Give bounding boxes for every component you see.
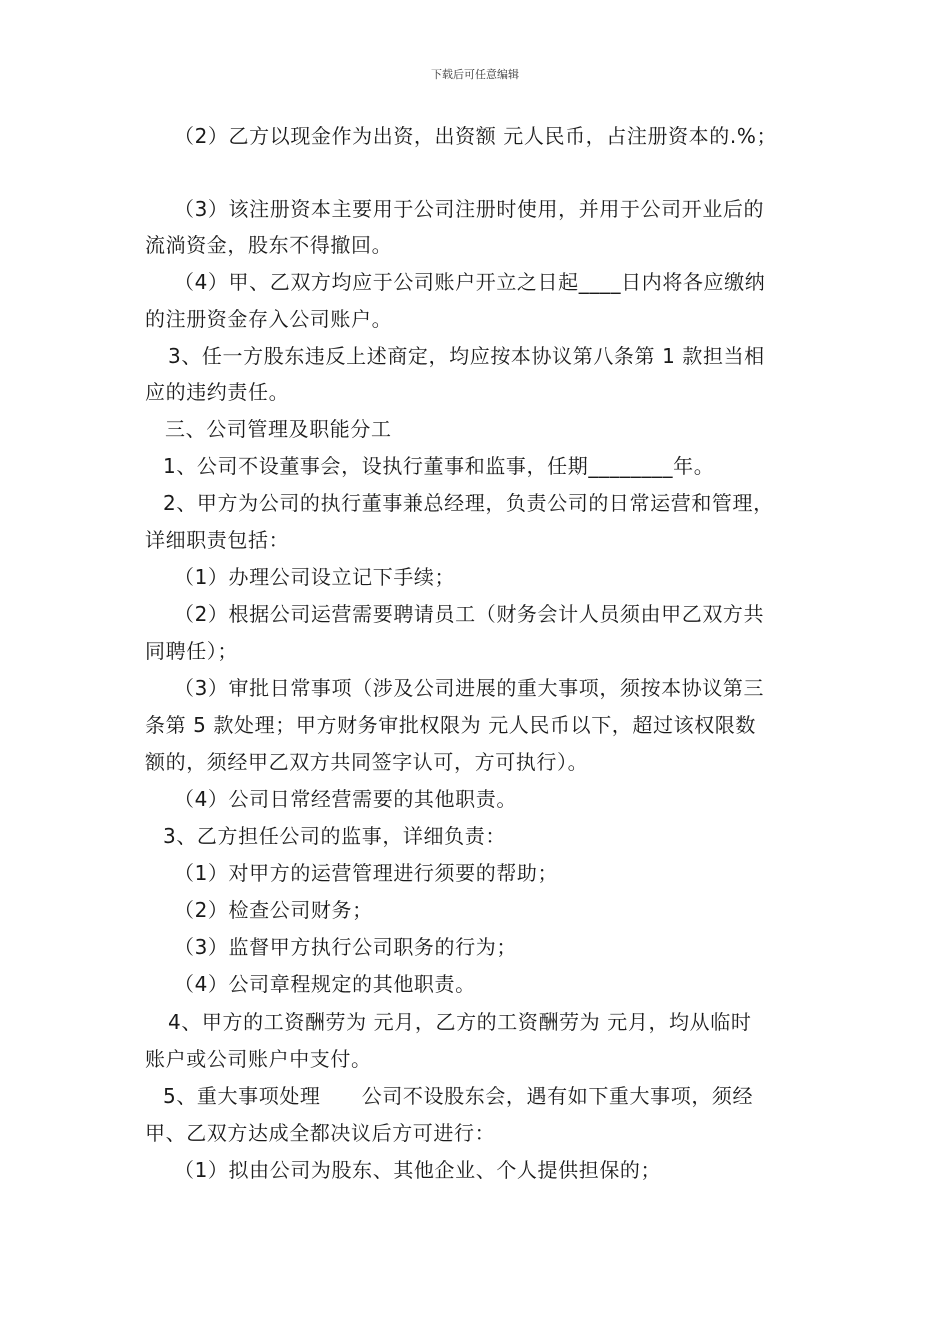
clause-2-4-text: （4）甲、乙双方均应于公司账户开立之日起____日内将各应缴纳 [174, 270, 766, 294]
mgmt-clause-2-text: 2、甲方为公司的执行董事兼总经理，负责公司的日常运营和管理， [163, 491, 774, 515]
clause-3-text: 3、任一方股东违反上述商定，均应按本协议第八条第 1 款担当相 [168, 344, 765, 368]
major-matter-1-text: （1）拟由公司为股东、其他企业、个人提供担保的； [174, 1158, 662, 1182]
duty-2-text-cont: 同聘任）； [145, 639, 238, 663]
supervisor-duty-3-text: （3）监督甲方执行公司职务的行为； [174, 935, 517, 959]
mgmt-clause-5-text-cont: 甲、乙双方达成全都决议后方可进行： [145, 1121, 496, 1145]
supervisor-duty-1-text: （1）对甲方的运营管理进行须要的帮助； [174, 861, 559, 885]
mgmt-clause-4-text-cont: 账户或公司账户中支付。 [145, 1047, 372, 1071]
clause-3-text-cont: 应的违约责任。 [145, 380, 290, 404]
clause-2-3-text: （3）该注册资本主要用于公司注册时使用，并用于公司开业后的 [174, 197, 765, 221]
duty-3-text: （3）审批日常事项（涉及公司进展的重大事项，须按本协议第三 [174, 676, 765, 700]
clause-2-3-text-cont: 流淌资金，股东不得撤回。 [145, 233, 393, 257]
mgmt-clause-5-text: 5、重大事项处理 公司不设股东会，遇有如下重大事项，须经 [163, 1084, 754, 1108]
duty-4-text: （4）公司日常经营需要的其他职责。 [174, 787, 517, 811]
mgmt-clause-2-text-cont: 详细职责包括： [145, 528, 290, 552]
duty-3-text-cont-1: 条第 5 款处理；甲方财务审批权限为 元人民币以下，超过该权限数 [145, 713, 756, 737]
page-header-note: 下载后可任意编辑 [431, 68, 519, 81]
section-heading: 三、公司管理及职能分工 [165, 417, 392, 441]
supervisor-duty-4-text: （4）公司章程规定的其他职责。 [174, 972, 476, 996]
mgmt-clause-1-text: 1、公司不设董事会，设执行董事和监事，任期________年。 [163, 454, 715, 478]
mgmt-clause-3-text: 3、乙方担任公司的监事，详细负责： [163, 824, 506, 848]
duty-3-text-cont-2: 额的，须经甲乙双方共同签字认可，方可执行）。 [145, 750, 589, 774]
clause-2-4-text-cont: 的注册资金存入公司账户。 [145, 307, 393, 331]
duty-2-text: （2）根据公司运营需要聘请员工（财务会计人员须由甲乙双方共 [174, 602, 765, 626]
duty-1-text: （1）办理公司设立记下手续； [174, 565, 456, 589]
supervisor-duty-2-text: （2）检查公司财务； [174, 898, 373, 922]
clause-2-2-text: （2）乙方以现金作为出资，出资额 元人民币，占注册资本的.%； [174, 124, 778, 148]
mgmt-clause-4-text: 4、甲方的工资酬劳为 元月，乙方的工资酬劳为 元月，均从临时 [168, 1010, 752, 1034]
